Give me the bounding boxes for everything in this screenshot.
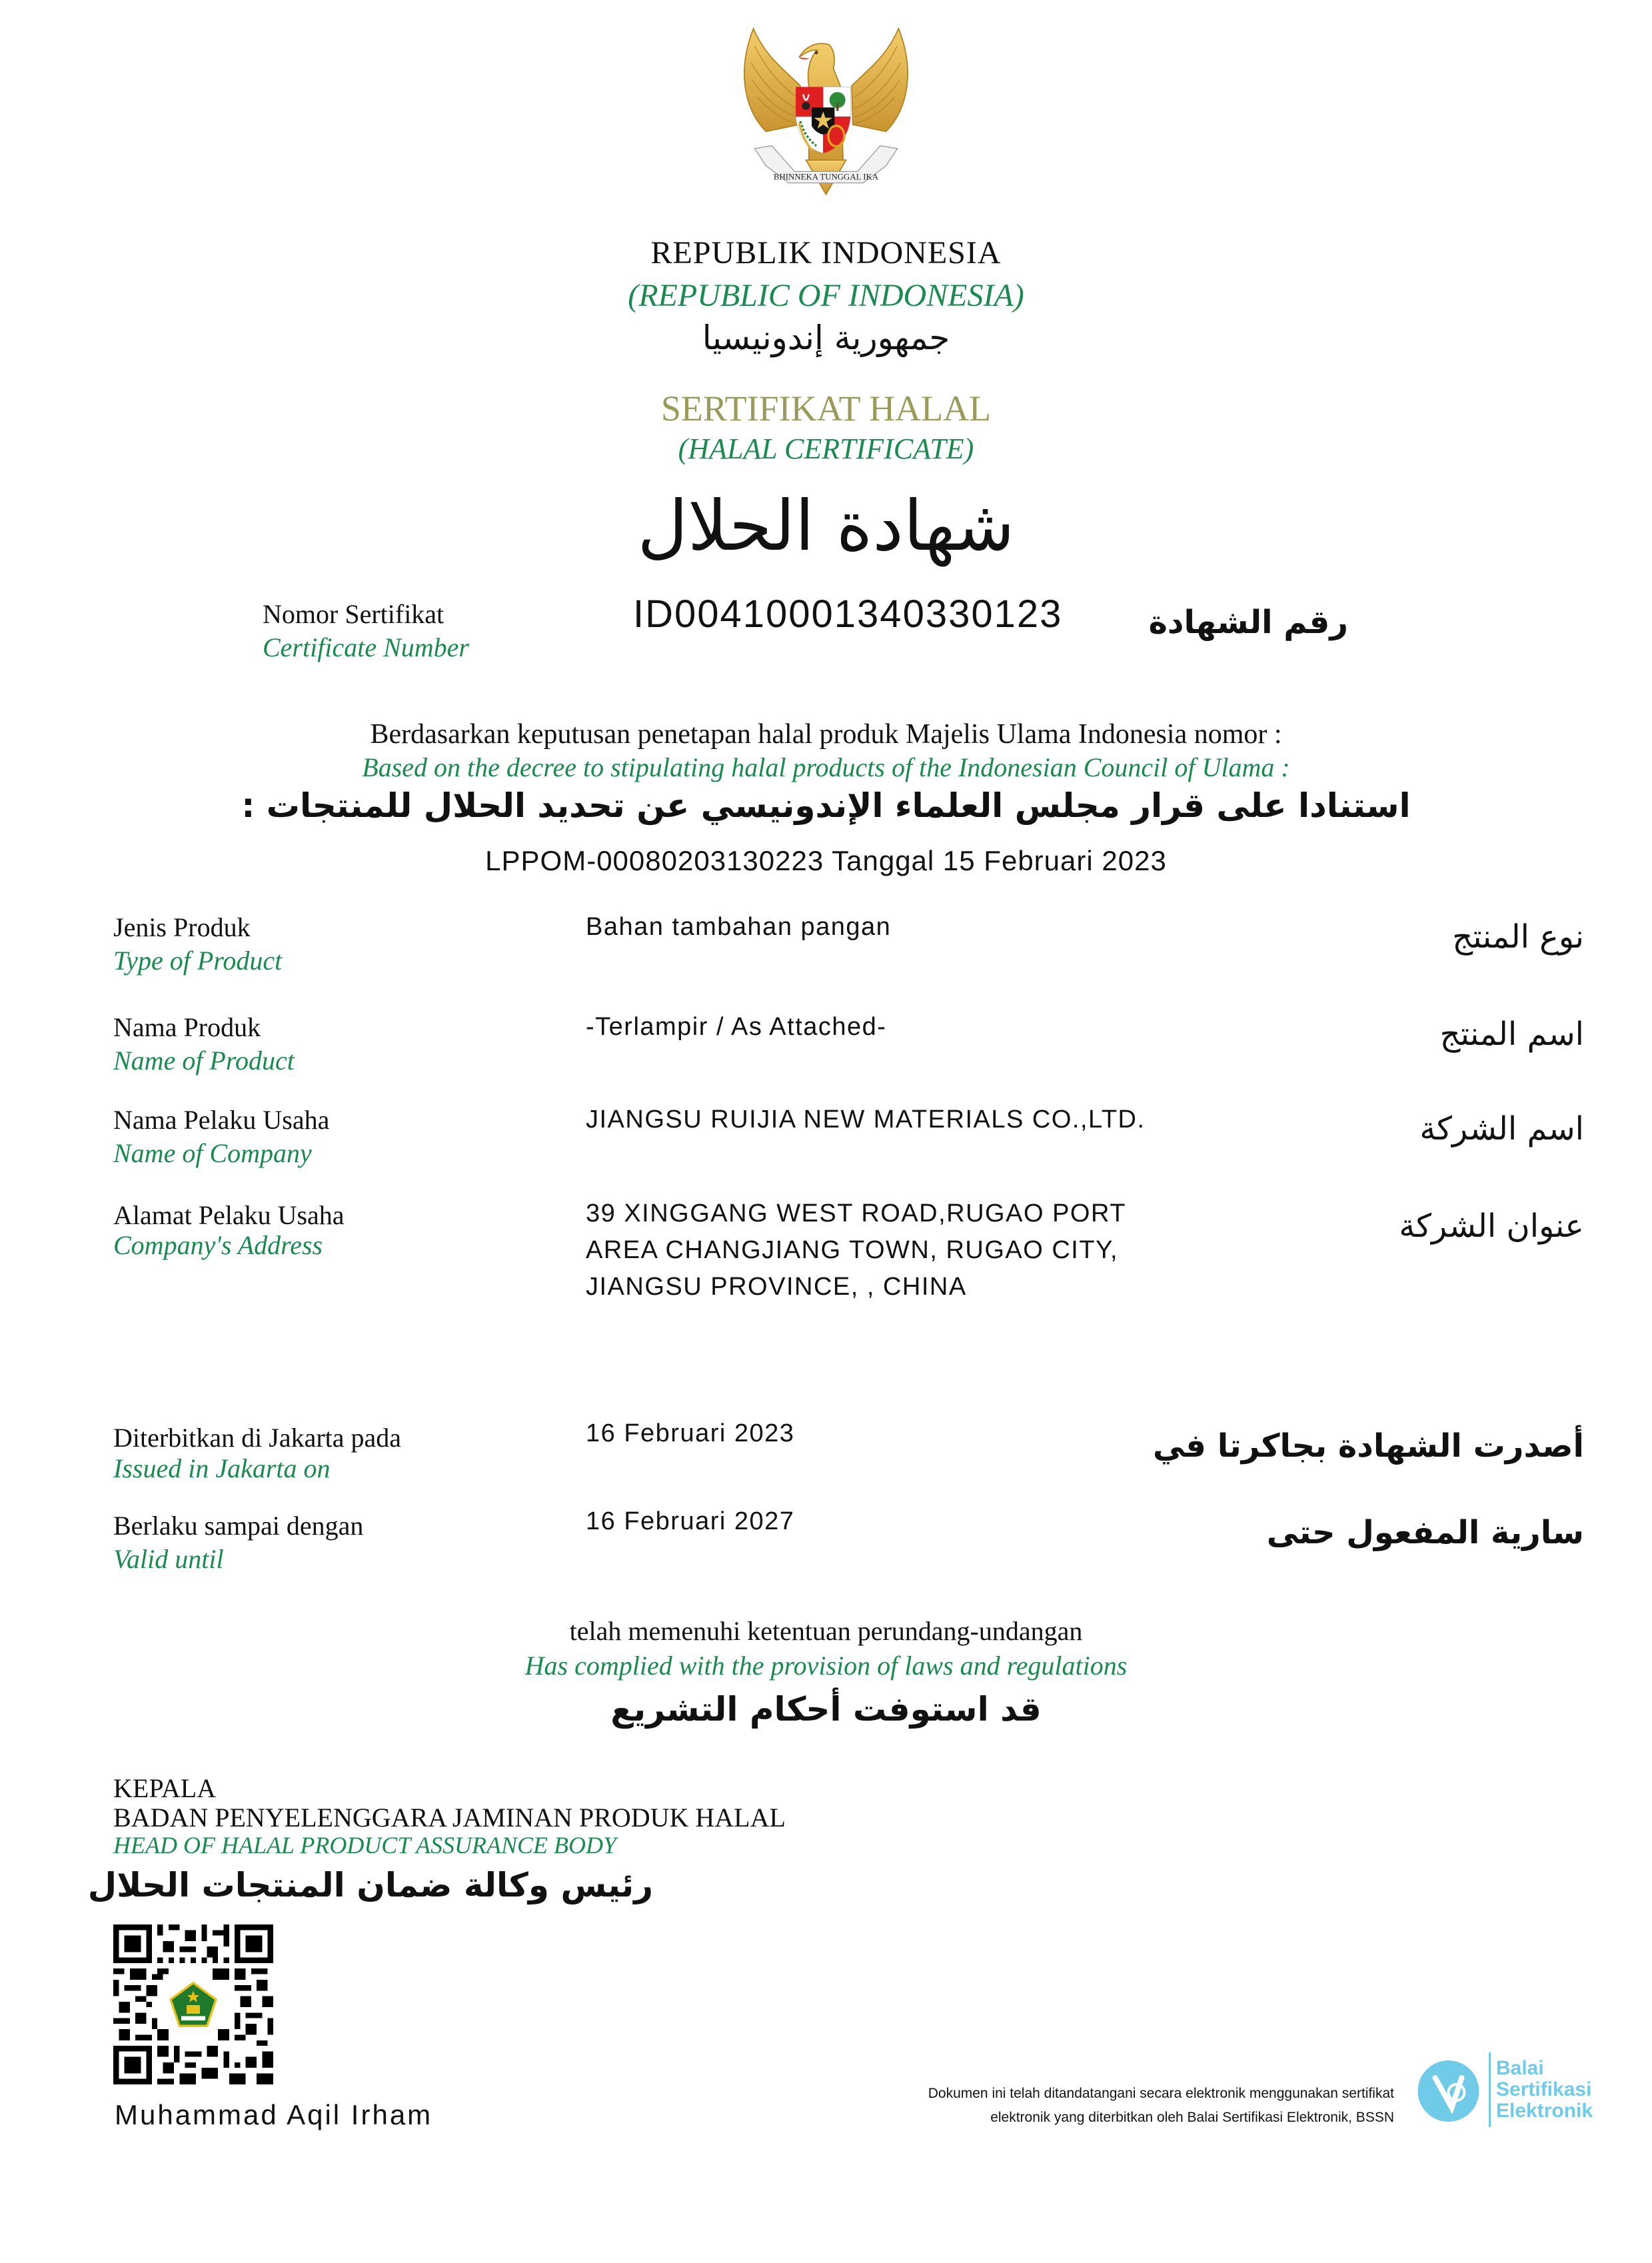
field-label: Jenis Produk — [113, 912, 251, 942]
decree-number: LPPOM-00080203130223 Tanggal 15 Februari 2023 — [485, 845, 1167, 876]
field-label-en: Valid until — [113, 1544, 224, 1574]
field-label-ar: عنوان الشركة — [1399, 1207, 1584, 1245]
field-label-ar: نوع المنتج — [1452, 918, 1584, 956]
certificate-number-label-en: Certificate Number — [263, 632, 469, 662]
republic-title-ar: جمهورية إندونيسيا — [702, 319, 950, 357]
address-line-1: 39 XINGGANG WEST ROAD,RUGAO PORT — [586, 1199, 1126, 1227]
qr-code-icon[interactable] — [113, 1924, 273, 2084]
field-label: Diterbitkan di Jakarta pada — [113, 1423, 402, 1453]
e-signature-note-line-1: Dokumen ini telah ditandatangani secara elektronik menggunakan sertifikat — [928, 2086, 1394, 2101]
decree-text-id: Berdasarkan keputusan penetapan halal produk Majelis Ulama Indonesia nomor : — [370, 719, 1282, 750]
compliance-text-en: Has complied with the provision of laws and regulations — [524, 1651, 1128, 1681]
signature-agency-ar: رئيس وكالة ضمان المنتجات الحلال — [87, 1866, 653, 1904]
field-label: Nama Pelaku Usaha — [113, 1105, 330, 1135]
bsre-logo-text: Balai Sertifikasi Elektronik — [1496, 2057, 1593, 2122]
field-value: JIANGSU RUIJIA NEW MATERIALS CO.,LTD. — [586, 1106, 1146, 1133]
certificate-number-value: ID00410001340330123 — [633, 592, 1063, 636]
valid-until-value: 16 Februari 2027 — [586, 1507, 795, 1535]
decree-text-ar: استنادا على قرار مجلس العلماء الإندونيسي عن تحديد الحلال للمنتجات : — [241, 786, 1411, 825]
compliance-text-ar: قد استوفت أحكام التشريع — [610, 1690, 1042, 1729]
field-value: -Terlampir / As Attached- — [586, 1013, 887, 1041]
decree-text-en: Based on the decree to stipulating halal products of the Indonesian Council of Ulama : — [362, 752, 1290, 782]
republic-title-en: (REPUBLIC OF INDONESIA) — [628, 278, 1024, 313]
certificate-number-label-ar: رقم الشهادة — [1148, 604, 1348, 641]
e-signature-note-line-2: elektronik yang diterbitkan oleh Balai Sertifikasi Elektronik, BSSN — [990, 2110, 1394, 2125]
field-label-en: Issued in Jakarta on — [113, 1453, 331, 1483]
field-label-en: Name of Product — [113, 1046, 295, 1076]
field-label-ar: اسم المنتج — [1439, 1016, 1584, 1053]
certificate-number-label: Nomor Sertifikat — [263, 599, 444, 629]
signature-agency-en: HEAD OF HALAL PRODUCT ASSURANCE BODY — [113, 1832, 617, 1859]
bsre-logo-divider — [1489, 2052, 1491, 2127]
issued-date-value: 16 Februari 2023 — [586, 1419, 795, 1447]
signature-agency: BADAN PENYELENGGARA JAMINAN PRODUK HALAL — [113, 1803, 786, 1833]
address-line-2: AREA CHANGJIANG TOWN, RUGAO CITY, — [586, 1236, 1119, 1264]
field-label-en: Company's Address — [113, 1230, 323, 1260]
republic-title: REPUBLIK INDONESIA — [650, 235, 1002, 271]
field-label-ar: اسم الشركة — [1419, 1110, 1584, 1147]
emblem-motto: BHINNEKA TUNGGAL IKA — [773, 172, 879, 182]
signer-name: Muhammad Aqil Irham — [115, 2099, 433, 2130]
field-label-ar: سارية المفعول حتى — [1266, 1514, 1584, 1551]
field-value: Bahan tambahan pangan — [586, 913, 892, 941]
field-label: Berlaku sampai dengan — [113, 1511, 364, 1541]
field-label-en: Type of Product — [113, 946, 283, 976]
field-label-ar: أصدرت الشهادة بجاكرتا في — [1152, 1427, 1584, 1465]
bsre-logo-icon — [1413, 2051, 1483, 2131]
certificate-title-en: (HALAL CERTIFICATE) — [678, 432, 974, 465]
certificate-title: SERTIFIKAT HALAL — [660, 388, 992, 428]
field-label: Nama Produk — [113, 1012, 261, 1042]
signature-title: KEPALA — [113, 1773, 217, 1803]
field-label-en: Name of Company — [113, 1138, 312, 1168]
address-line-3: JIANGSU PROVINCE, , CHINA — [586, 1273, 967, 1301]
field-label: Alamat Pelaku Usaha — [113, 1200, 345, 1230]
garuda-emblem-icon — [732, 0, 920, 217]
certificate-title-ar: شهادة الحلال — [637, 485, 1015, 566]
compliance-text-id: telah memenuhi ketentuan perundang-undangan — [569, 1616, 1083, 1646]
